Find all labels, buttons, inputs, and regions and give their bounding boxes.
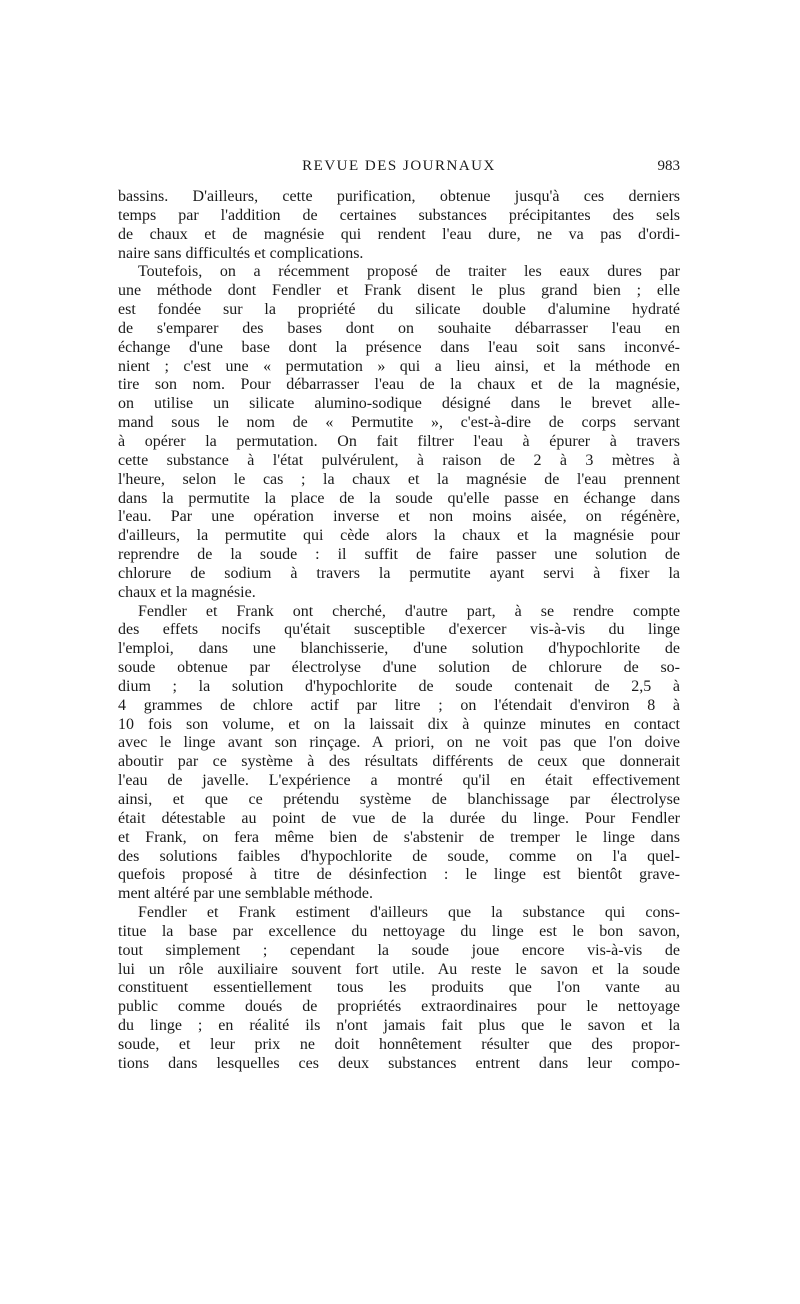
text-line: Fendler et Frank estiment d'ailleurs que la substance qui cons- xyxy=(138,904,680,922)
text-line: ainsi, et que ce prétendu système de blanchissage par électrolyse xyxy=(118,791,680,808)
text-line: soude obtenue par électrolyse d'une solution de chlorure de so- xyxy=(118,659,680,677)
text-line: temps par l'addition de certaines substances précipitantes des sels xyxy=(118,206,680,224)
text-line: constituent essentiellement tous les produits que l'on vante au xyxy=(118,979,680,997)
text-line: aboutir par ce système à des résultats différents de ceux que donnerait xyxy=(118,753,680,771)
text-line: cette substance à l'état pulvérulent, à raison de 2 à 3 mètres à xyxy=(118,451,680,469)
text-line: tire son nom. Pour débarrasser l'eau de la chaux et de la magnésie, xyxy=(118,376,680,394)
text-line: lui un rôle auxiliaire souvent fort utile. Au reste le savon et la soude xyxy=(118,960,680,978)
text-line: mand sous le nom de « Permutite », c'est-à-dire de corps servant xyxy=(118,414,680,432)
text-line: tout simplement ; cependant la soude joue encore vis-à-vis de xyxy=(118,941,680,959)
text-line: échange d'une base dont la présence dans l'eau soit sans inconvé- xyxy=(118,338,680,356)
text-line: était détestable au point de vue de la durée du linge. Pour Fendler xyxy=(118,809,680,827)
paragraph xyxy=(118,603,680,905)
text-line: l'heure, selon le cas ; la chaux et la magnésie de l'eau prennent xyxy=(118,470,680,488)
text-line: public comme doués de propriétés extraordinaires pour le nettoyage xyxy=(118,998,680,1016)
text-line: des effets nocifs qu'était susceptible d'exercer vis-à-vis du linge xyxy=(118,621,680,639)
text-line: à opérer la permutation. On fait filtrer l'eau à épurer à travers xyxy=(118,432,680,450)
text-line: de s'emparer des bases dont on souhaite débarrasser l'eau en xyxy=(118,319,680,337)
text-line: tions dans lesquelles ces deux substances entrent dans leur compo- xyxy=(118,1054,680,1072)
text-line: d'ailleurs, la permutite qui cède alors la chaux et la magnésie pour xyxy=(118,527,680,545)
text-line: naire sans difficultés et complications. xyxy=(118,244,364,262)
text-line: bassins. D'ailleurs, cette purification, obtenue jusqu'à ces derniers xyxy=(118,188,680,205)
running-head xyxy=(118,158,680,180)
text-line: reprendre de la soude : il suffit de faire passer une solution de xyxy=(118,546,680,564)
text-line: 10 fois son volume, et on la laissait dix à quinze minutes en contact xyxy=(118,715,680,733)
text-line: du linge ; en réalité ils n'ont jamais fait plus que le savon et la xyxy=(118,1017,680,1035)
journal-section-title: REVUE DES JOURNAUX xyxy=(302,158,496,174)
page-number: 983 xyxy=(657,158,680,174)
text-line: l'eau. Par une opération inverse et non moins aisée, on régénère, xyxy=(118,508,680,526)
text-line: et Frank, on fera même bien de s'abstenir de tremper le linge dans xyxy=(118,828,680,846)
text-line: Toutefois, on a récemment proposé de traiter les eaux dures par xyxy=(138,263,680,281)
text-line: on utilise un silicate alumino-sodique désigné dans le brevet alle- xyxy=(118,395,680,413)
text-line: de chaux et de magnésie qui rendent l'eau dure, ne va pas d'ordi- xyxy=(118,225,680,243)
text-line: Fendler et Frank ont cherché, d'autre part, à se rendre compte xyxy=(138,602,680,620)
body-text xyxy=(118,188,680,1074)
paragraph xyxy=(118,904,680,1074)
text-line: l'eau de javelle. L'expérience a montré qu'il en était effectivement xyxy=(118,772,680,790)
text-line: dans la permutite la place de la soude qu'elle passe en échange dans xyxy=(118,489,680,507)
text-line: 4 grammes de chlore actif par litre ; on l'étendait d'environ 8 à xyxy=(118,696,680,714)
paragraph xyxy=(118,263,680,602)
text-line: quefois proposé à titre de désinfection : le linge est bientôt grave- xyxy=(118,866,680,884)
text-line: avec le linge avant son rinçage. A priori, on ne voit pas que l'on doive xyxy=(118,734,680,752)
text-line: ment altéré par une semblable méthode. xyxy=(118,885,374,903)
text-line: dium ; la solution d'hypochlorite de soude contenait de 2,5 à xyxy=(118,677,680,695)
text-line: l'emploi, dans une blanchisserie, d'une solution d'hypochlorite de xyxy=(118,640,680,658)
text-line: une méthode dont Fendler et Frank disent le plus grand bien ; elle xyxy=(118,282,680,300)
text-line: des solutions faibles d'hypochlorite de soude, comme on l'a quel- xyxy=(118,847,680,865)
text-line: chlorure de sodium à travers la permutite ayant servi à fixer la xyxy=(118,564,680,582)
text-line: est fondée sur la propriété du silicate double d'alumine hydraté xyxy=(118,301,680,319)
text-line: soude, et leur prix ne doit honnêtement résulter que des propor- xyxy=(118,1035,680,1053)
text-line: titue la base par excellence du nettoyage du linge est le bon savon, xyxy=(118,922,680,940)
text-line: chaux et la magnésie. xyxy=(118,583,256,601)
text-line: nient ; c'est une « permutation » qui a lieu ainsi, et la méthode en xyxy=(118,357,680,375)
paragraph xyxy=(118,188,680,263)
